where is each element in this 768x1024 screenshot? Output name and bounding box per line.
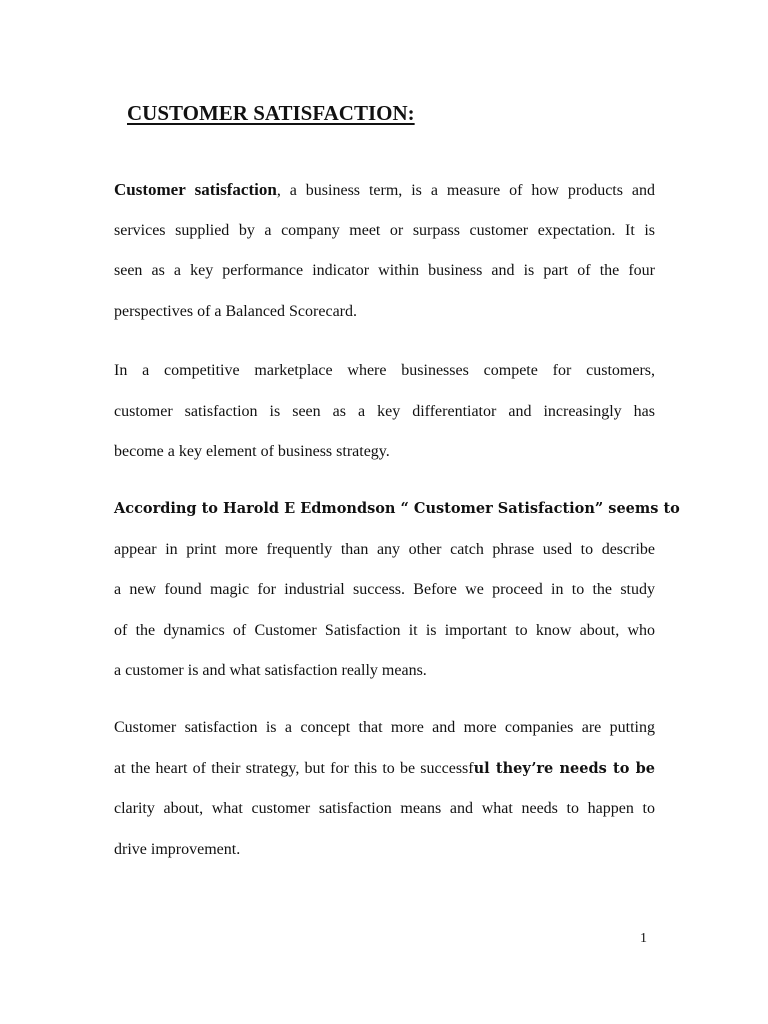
- paragraph-line: perspectives of a Balanced Scorecard.: [114, 302, 357, 320]
- page-number: 1: [640, 931, 647, 946]
- paragraph-line-bold: According to Harold E Edmondson “ Customer Satisfaction” seems to: [114, 500, 680, 517]
- paragraph-line: Customer satisfaction is a concept that more and more companies are putting: [114, 719, 655, 736]
- paragraph-line: In a competitive marketplace where businesses compete for customers,: [114, 362, 655, 379]
- paragraph-line: a new found magic for industrial success. Before we proceed in to the study: [114, 581, 655, 598]
- bold-text-run: ul they’re needs to be: [473, 759, 656, 777]
- paragraph-line: [114, 749, 655, 790]
- paragraph-line: customer satisfaction is seen as a key differentiator and increasingly has: [114, 402, 655, 420]
- paragraph-line: of the dynamics of Customer Satisfaction it is important to know about, who: [114, 621, 655, 639]
- paragraph-line: seen as a key performance indicator within business and is part of the four: [114, 262, 655, 279]
- paragraph-line: clarity about, what customer satisfaction means and what needs to happen to: [114, 800, 655, 817]
- paragraph-definition: [114, 170, 655, 332]
- paragraph-line: become a key element of business strategy.: [114, 443, 390, 460]
- paragraph-line: [114, 170, 655, 211]
- paragraph-line: drive improvement.: [114, 840, 241, 858]
- paragraph-competitive-marketplace: [114, 351, 655, 473]
- page-title: CUSTOMER SATISFACTION:: [127, 101, 415, 125]
- paragraph-strategy: [114, 708, 655, 870]
- paragraph-line: a customer is and what satisfaction really means.: [114, 662, 427, 679]
- paragraph-line: services supplied by a company meet or surpass customer expectation. It is: [114, 221, 655, 239]
- paragraph-line: appear in print more frequently than any other catch phrase used to describe: [114, 540, 655, 558]
- bold-term: Customer satisfaction: [114, 180, 277, 199]
- text-run: at the heart of their strategy, but for this to be successf: [114, 759, 474, 777]
- paragraph-edmondson: [114, 489, 680, 692]
- text-run: , a business term, is a measure of how products and: [276, 182, 655, 199]
